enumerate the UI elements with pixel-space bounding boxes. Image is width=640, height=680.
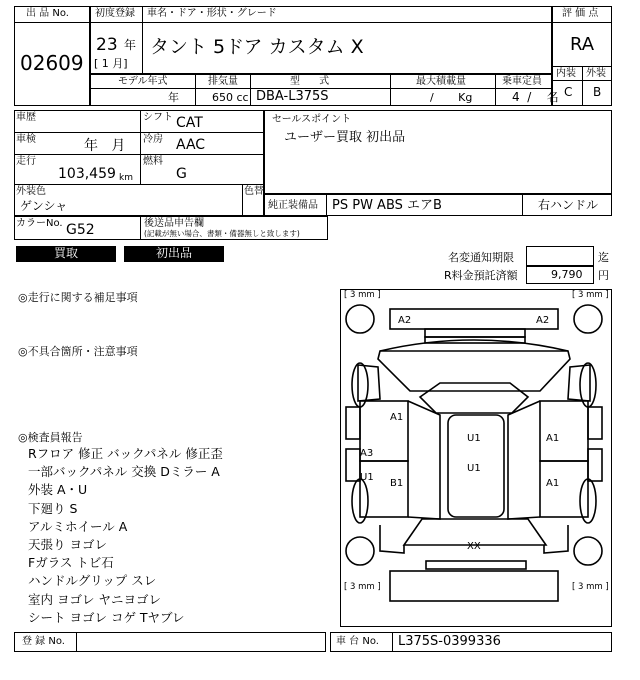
- hood: [378, 351, 570, 391]
- registration-no-label: 登 録 No.: [22, 636, 65, 647]
- name-change-deadline-label: 名変通知期限: [448, 251, 514, 264]
- front-bumper: [390, 309, 558, 329]
- interior-label: 内装: [556, 68, 576, 79]
- mark-front-right: A2: [536, 315, 550, 326]
- mileage-value: 103,459: [58, 166, 116, 182]
- model-year-label: モデル年式: [118, 76, 168, 87]
- first-registration-label: 初度登録: [95, 8, 135, 19]
- report-line: ハンドルグリップ スレ: [28, 573, 157, 589]
- exterior-color-value: ゲンシャ: [20, 199, 68, 213]
- inspection-value: 年 月: [84, 138, 126, 154]
- capacity-label: 乗車定員: [502, 76, 542, 87]
- displacement-value: 650 cc: [212, 91, 249, 104]
- max-load-label: 最大積載量: [416, 76, 466, 87]
- mark-right-rear-door: A1: [546, 478, 560, 489]
- name-change-deadline-value: [526, 246, 594, 266]
- chassis-no-label: 車 台 No.: [336, 636, 379, 647]
- tire-rear-left: [346, 537, 374, 565]
- mark-left-quarter-u: U1: [360, 472, 374, 483]
- right-front-door: [540, 401, 588, 461]
- report-line: 外装 A・U: [28, 482, 88, 498]
- tire-gauge-br: [ 3 mm ]: [572, 582, 609, 592]
- chassis-no-value: L375S-0399336: [398, 634, 501, 649]
- tire-gauge-tr: [ 3 mm ]: [572, 290, 609, 300]
- buyout-badge: 買取: [16, 246, 116, 262]
- exterior-label: 外装: [586, 68, 606, 79]
- sales-point-label: セールスポイント: [272, 114, 352, 125]
- capacity-value: 4 / 名: [512, 90, 559, 104]
- shift-label: シフト: [143, 112, 173, 123]
- report-line: Fガラス トビ石: [28, 555, 114, 571]
- first-listing-badge: 初出品: [124, 246, 224, 262]
- car-diagram: [340, 289, 612, 627]
- first-registration-year: 23: [96, 35, 118, 55]
- mileage-unit: km: [119, 173, 133, 183]
- score-label: 評 価 点: [562, 8, 599, 19]
- interior-grade: C: [564, 85, 573, 99]
- shift-value: CAT: [176, 115, 203, 131]
- tire-gauge-bl: [ 3 mm ]: [344, 582, 381, 592]
- defect-notes-label: ◎不具合箇所・注意事項: [18, 345, 138, 358]
- report-line: Rフロア 修正 バックパネル 修正歪: [28, 446, 223, 461]
- report-line: アルミホイール A: [28, 518, 128, 534]
- mark-rear-glass: XX: [467, 541, 481, 552]
- lot-number: 02609: [20, 51, 84, 75]
- mark-right-front-door: A1: [546, 433, 560, 444]
- model-type-label: 型 式: [290, 76, 330, 87]
- recycle-fee-value: 9,790: [551, 268, 583, 281]
- fuel-label: 燃料: [143, 156, 163, 167]
- tire-rear-right: [574, 537, 602, 565]
- model-year-unit: 年: [168, 91, 179, 104]
- ac-value: AAC: [176, 137, 206, 153]
- recycle-fee-unit: 円: [598, 269, 609, 282]
- color-no-label: カラーNo.: [16, 218, 63, 229]
- max-load-value: / Kg: [430, 91, 473, 104]
- postreport-label: 後送品申告欄: [144, 218, 204, 229]
- score-value: RA: [570, 34, 595, 55]
- equipment-items: PS PW ABS エアB: [332, 198, 442, 213]
- tire-front-left: [346, 305, 374, 333]
- mark-roof-rear: U1: [467, 463, 481, 474]
- car-name: タント 5ドア カスタム X: [150, 36, 364, 58]
- inspector-report-label: ◎検査員報告: [18, 431, 83, 444]
- mark-left-front-door: A1: [390, 412, 404, 423]
- lot-number-label: 出 品 No.: [26, 8, 69, 19]
- report-line: 一部バックパネル 交換 Dミラー A: [28, 464, 220, 480]
- exterior-color-label: 外装色: [16, 186, 46, 197]
- fuel-value: G: [176, 166, 187, 182]
- exterior-grade: B: [593, 85, 602, 99]
- report-line: 下廻り S: [28, 500, 78, 516]
- mark-roof-front: U1: [467, 433, 481, 444]
- name-change-unit: 迄: [598, 251, 609, 264]
- rear-bumper: [390, 571, 558, 601]
- sales-point-text: ユーザー買取 初出品: [284, 130, 406, 145]
- report-line: 天張り ヨゴレ: [28, 537, 107, 552]
- model-type: DBA-L375S: [256, 89, 329, 104]
- color-no-value: G52: [66, 222, 95, 238]
- history-label: 車歴: [16, 112, 36, 123]
- first-registration-month: [ 1 月]: [94, 57, 128, 70]
- mark-left-rear-door: B1: [390, 478, 404, 489]
- year-unit: 年: [124, 38, 137, 52]
- mark-front-left: A2: [398, 315, 412, 326]
- driving-notes-label: ◎走行に関する補足事項: [18, 291, 138, 304]
- car-name-label: 車名・ドア・形状・グレード: [147, 8, 277, 19]
- equipment-label: 純正装備品: [268, 200, 318, 211]
- report-line: 室内 ヨゴレ ヤニヨゴレ: [28, 591, 161, 607]
- tire-front-right: [574, 305, 602, 333]
- handle-side: 右ハンドル: [538, 198, 599, 212]
- recycle-fee-label: R料金預託済額: [444, 269, 518, 282]
- displacement-label: 排気量: [208, 76, 238, 87]
- tire-gauge-tl: [ 3 mm ]: [344, 290, 381, 300]
- report-line: シート ヨゴレ コゲ Tヤブレ: [28, 609, 185, 625]
- color-change-label: 色替: [244, 186, 264, 197]
- ac-label: 冷房: [143, 134, 163, 145]
- inspection-label: 車検: [16, 134, 36, 145]
- postreport-note: (記載が無い場合、書類・備器無しと致します): [144, 229, 300, 238]
- mileage-label: 走行: [16, 156, 36, 167]
- mark-left-quarter-a: A3: [360, 448, 374, 459]
